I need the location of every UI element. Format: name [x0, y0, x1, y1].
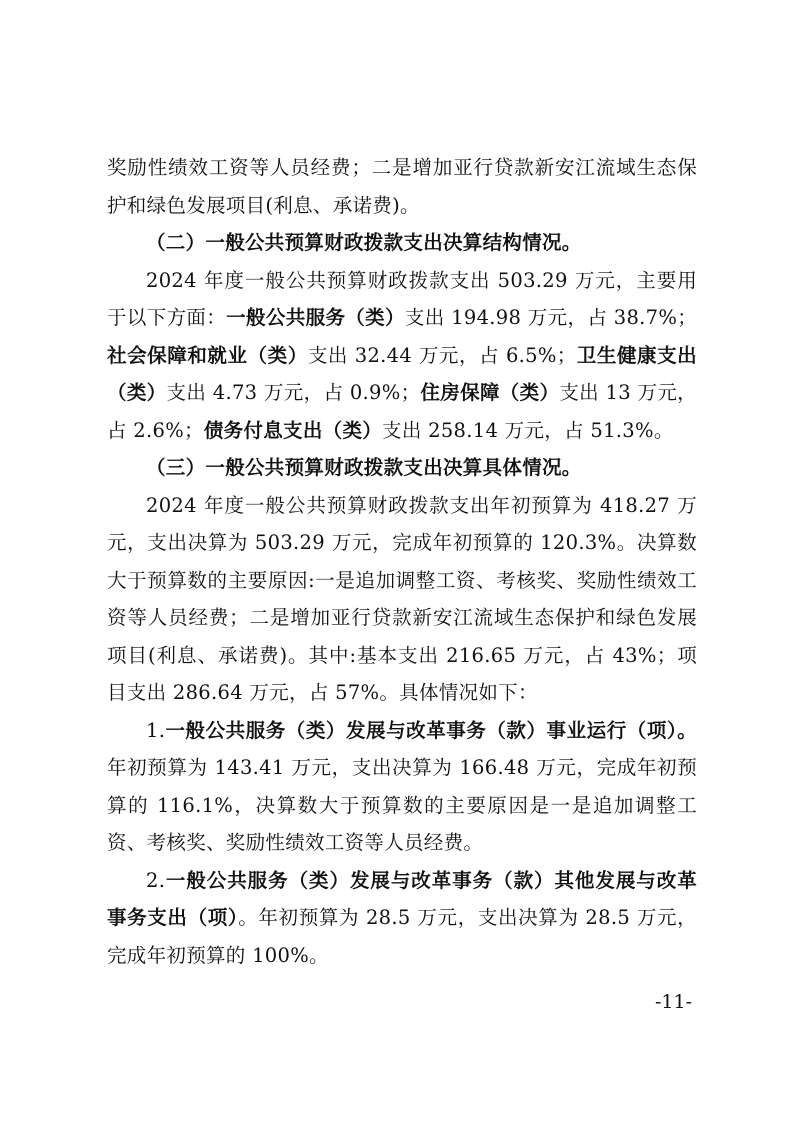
category-social-security: 社会保障和就业（类） [107, 343, 308, 367]
item-2-title: 一般公共服务（类）发展与改革事务（款）其他发展与改革事务支出（项） [107, 868, 697, 929]
item-1-body: 年初预算为 143.41 万元，支出决算为 166.48 万元，完成年初预算的 116.1%，决算数大于预算数的主要原因是一是追加调整工资、考核奖、奖励性绩效工资等人员经费。 [107, 756, 697, 854]
category-housing: 住房保障（类） [420, 381, 560, 404]
category-general-public-services: 一般公共服务（类） [226, 306, 405, 329]
item-2-body: 。年初预算为 28.5 万元，支出决算为 28.5 万元，完成年初预算的 100%。 [107, 906, 697, 967]
item-2: 2.一般公共服务（类）发展与改革事务（款）其他发展与改革事务支出（项）。年初预算为 28.5 万元，支出决算为 28.5 万元，完成年初预算的 100%。 [107, 868, 697, 967]
item-1: 1.一般公共服务（类）发展与改革事务（款）事业运行（项）。年初预算为 143.41 万元，支出决算为 166.48 万元，完成年初预算的 116.1%，决算数大于预算数的主要原因是一是追加调整工资、考核奖、奖励性绩效工资等人员经费。 [107, 718, 697, 854]
section-heading-2: （二）一般公共预算财政拨款支出决算结构情况。 [146, 231, 582, 254]
category-debt-interest: 债务付息支出（类） [203, 418, 383, 442]
paragraph-continued: 奖励性绩效工资等人员经费；二是增加亚行贷款新安江流域生态保护和绿色发展项目(利息、承诺费)。 [107, 156, 697, 217]
item-1-title: 一般公共服务（类）发展与改革事务（款）事业运行（项） [165, 718, 678, 742]
paragraph-structure: 2024 年度一般公共预算财政拨款支出 503.29 万元，主要用于以下方面：一般公共服务（类）支出 194.98 万元，占 38.7%；社会保障和就业（类）支出 32.44 万元，占 6.5%；卫生健康支出（类）支出 4.73 万元，占 0.9%；住房保障（类）支出 13 万元，占 2.6%；债务付息支出（类）支出 258.14 万元，占 51.3%。 [107, 268, 697, 442]
category-health: 卫生健康支出（类） [107, 343, 697, 404]
page-number: -11- [654, 991, 692, 1013]
paragraph-detail: 2024 年度一般公共预算财政拨款支出年初预算为 418.27 万元，支出决算为 503.29 万元，完成年初预算的 120.3%。决算数大于预算数的主要原因:一是追加调整工资、考核奖、奖励性绩效工资等人员经费；二是增加亚行贷款新安江流域生态保护和绿色发展项目(利息、承诺费)。其中:基本支出 216.65 万元，占 43%；项目支出 286.64 万元，占 57%。具体情况如下： [107, 493, 697, 704]
body-text [107, 149, 697, 974]
section-heading-3: （三）一般公共预算财政拨款支出决算具体情况。 [146, 456, 582, 479]
